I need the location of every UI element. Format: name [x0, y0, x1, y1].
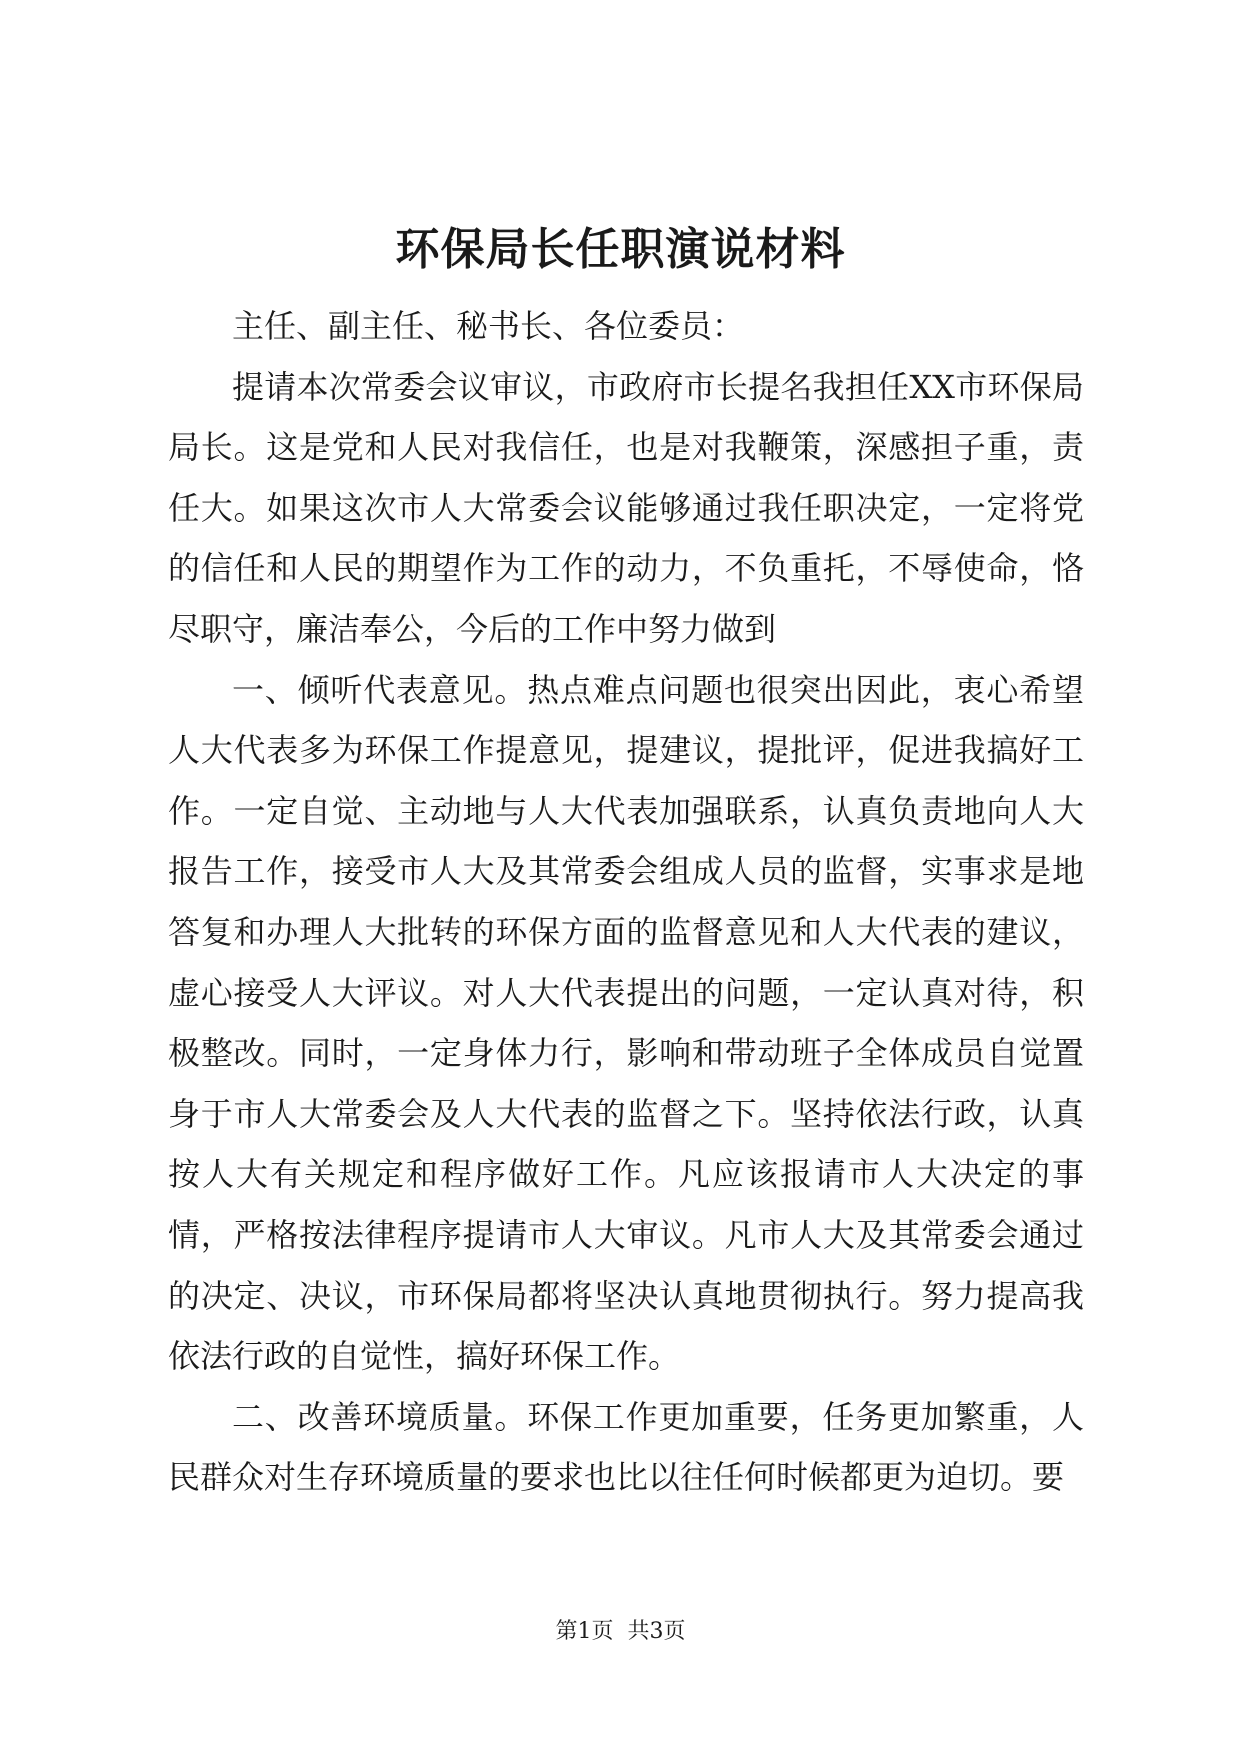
intro-paragraph: 提请本次常委会议审议，市政府市长提名我担任XX市环保局局长。这是党和人民对我信任，也是对我鞭策，深感担子重，责任大。如果这次市人大常委会议能够通过我任职决定，一定将党的信任和人民的期望作为工作的动力，不负重托，不辱使命，恪尽职守，廉洁奉公，今后的工作中努力做到 [168, 367, 1084, 648]
page-total: 共3页 [627, 1619, 686, 1644]
page-number: 第1页 [555, 1619, 614, 1644]
salutation-paragraph: 主任、副主任、秘书长、各位委员： [232, 307, 745, 345]
section-one-paragraph: 一、倾听代表意见。热点难点问题也很突出因此，衷心希望人大代表多为环保工作提意见，提建议，提批评，促进我搞好工作。一定自觉、主动地与人大代表加强联系，认真负责地向人大报告工作，接受市人大及其常委会组成人员的监督，实事求是地答复和办理人大批转的环保方面的监督意见和人大代表的建议，虚心接受人大评议。对人大代表提出的问题，一定认真对待，积极整改。同时，一定身体力行，影响和带动班子全体成员自觉置身于市人大常委会及人大代表的监督之下。坚持依法行政，认真按人大有关规定和程序做好工作。凡应该报请市人大决定的事情，严格按法律程序提请市人大审议。凡市人大及其常委会通过的决定、决议，市环保局都将坚决认真地贯彻执行。努力提高我依法行政的自觉性，搞好环保工作。 [168, 670, 1084, 1376]
document-title: 环保局长任职演说材料 [395, 224, 846, 275]
page-footer [0, 1617, 1241, 1647]
document-body [168, 296, 1084, 1508]
section-two-paragraph: 二、改善环境质量。环保工作更加重要，任务更加繁重，人民群众对生存环境质量的要求也比以往任何时候都更为迫切。要 [168, 1397, 1084, 1497]
